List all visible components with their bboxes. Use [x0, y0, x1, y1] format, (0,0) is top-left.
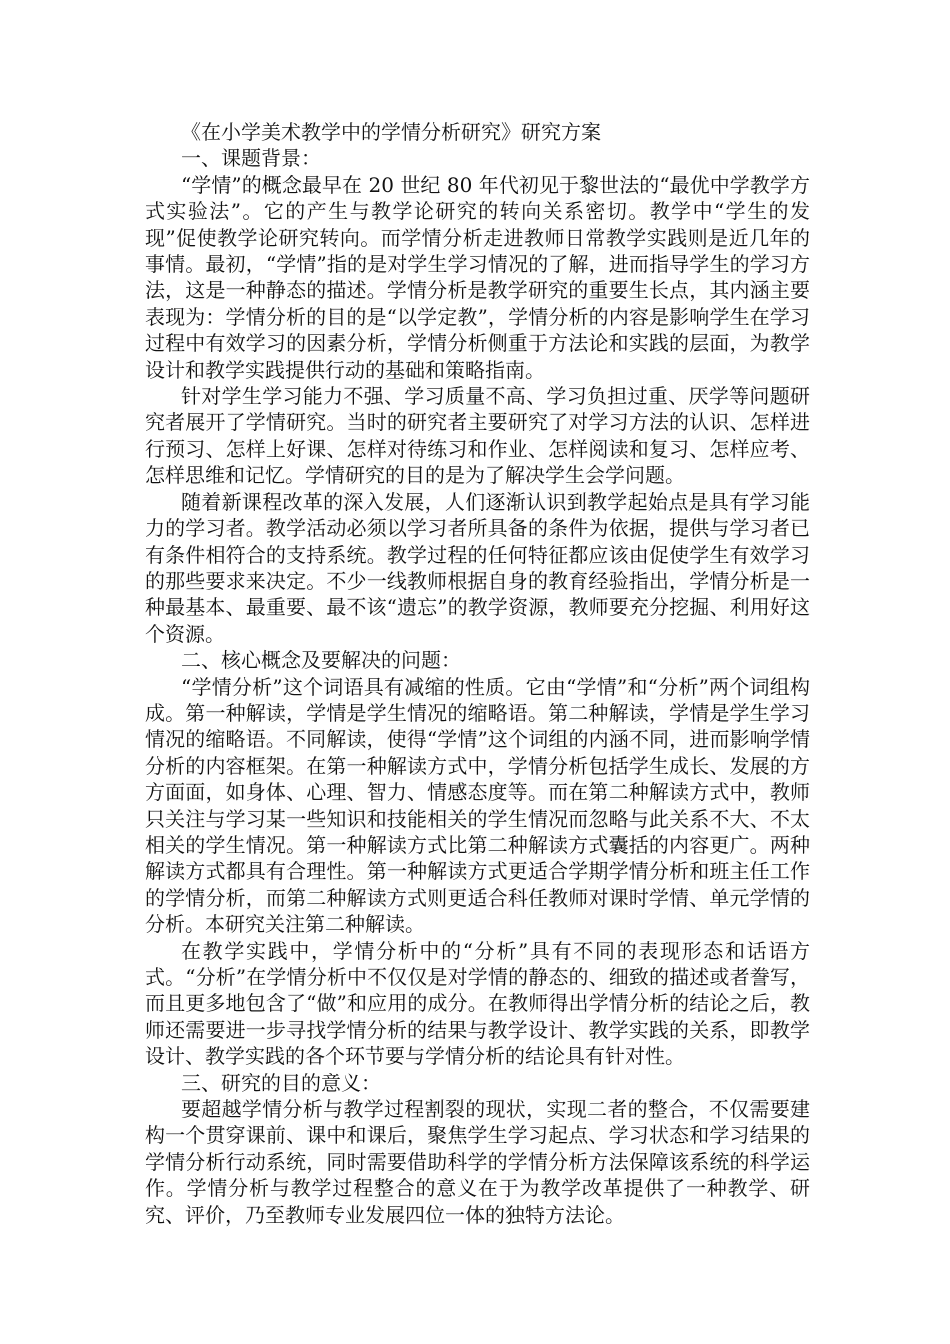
document-title: 《在小学美术教学中的学情分析研究》研究方案 — [181, 120, 601, 144]
paragraph: 随着新课程改革的深入发展，人们逐渐认识到教学起始点是具有学习能力的学习者。教学活动必须以学习者所具备的条件为依据，提供与学习者已有条件相符合的支持系统。教学过程的任何特征都应该由促使学生有效学习的那些要求来决定。不少一线教师根据自身的教育经验指出，学情分析是一种最基本、最重要、最不该“遗忘”的教学资源，教师要充分挖掘、利用好这个资源。 — [145, 489, 810, 646]
document-body — [145, 119, 810, 1228]
section-heading-background: 一、课题背景： — [181, 146, 321, 171]
paragraph: “学情分析”这个词语具有减缩的性质。它由“学情”和“分析”两个词组构成。第一种解读，学情是学生情况的缩略语。第二种解读，学情是学生学习情况的缩略语。不同解读，使得“学情”这个词组的内涵不同，进而影响学情分析的内容框架。在第一种解读方式中，学情分析包括学生成长、发展的方方面面，如身体、心理、智力、情感态度等。而在第二种解读方式中，教师只关注与学习某一些知识和技能相关的学生情况而忽略与此关系不大、不太相关的学生情况。第一种解读方式比第二种解读方式囊括的内容更广。两种解读方式都具有合理性。第一种解读方式更适合学期学情分析和班主任工作的学情分析，而第二种解读方式则更适合科任教师对课时学情、单元学情的分析。本研究关注第二种解读。 — [145, 674, 810, 937]
paragraph: 在教学实践中，学情分析中的“分析”具有不同的表现形态和话语方式。“分析”在学情分析中不仅仅是对学情的静态的、细致的描述或者誊写，而且更多地包含了“做”和应用的成分。在教师得出学情分析的结论之后，教师还需要进一步寻找学情分析的结果与教学设计、教学实践的关系，即教学设计、教学实践的各个环节要与学情分析的结论具有针对性。 — [145, 938, 810, 1069]
section-heading-purpose: 三、研究的目的意义： — [181, 1070, 381, 1095]
paragraph: “学情”的概念最早在 20 世纪 80 年代初见于黎世法的“最优中学教学方式实验法”。它的产生与教学论研究的转向关系密切。教学中“学生的发现”促使教学论研究转向。而学情分析走进教师日常教学实践则是近几年的事情。最初，“学情”指的是对学生学习情况的了解，进而指导学生的学习方法，这是一种静态的描述。学情分析是教学研究的重要生长点，其内涵主要表现为：学情分析的目的是“以学定教”，学情分析的内容是影响学生在学习过程中有效学习的因素分析，学情分析侧重于方法论和实践的层面，为教学设计和教学实践提供行动的基础和策略指南。 — [145, 172, 810, 382]
paragraph: 针对学生学习能力不强、学习质量不高、学习负担过重、厌学等问题研究者展开了学情研究。当时的研究者主要研究了对学习方法的认识、怎样进行预习、怎样上好课、怎样对待练习和作业、怎样阅读和复习、怎样应考、怎样思维和记忆。学情研究的目的是为了解决学生会学问题。 — [145, 384, 810, 488]
section-heading-core-concepts: 二、核心概念及要解决的问题： — [181, 648, 461, 673]
paragraph: 要超越学情分析与教学过程割裂的现状，实现二者的整合，不仅需要建构一个贯穿课前、课中和课后，聚焦学生学习起点、学习状态和学习结果的学情分析行动系统，同时需要借助科学的学情分析方法保障该系统的科学运作。学情分析与教学过程整合的意义在于为教学改革提供了一种教学、研究、评价，乃至教师专业发展四位一体的独特方法论。 — [145, 1097, 810, 1227]
